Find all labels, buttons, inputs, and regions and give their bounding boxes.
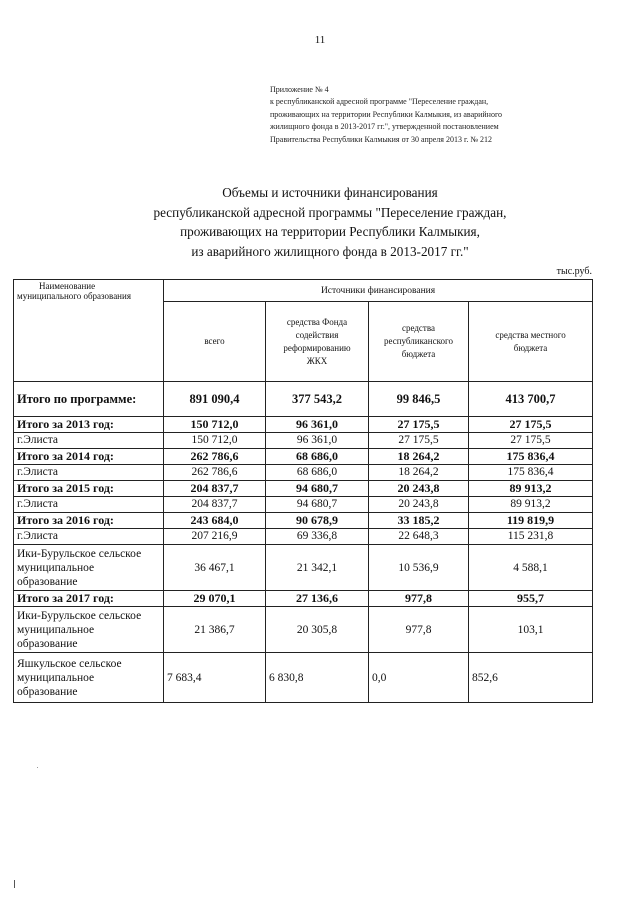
row-name: г.Элиста bbox=[14, 529, 164, 545]
row-name-line: образование bbox=[17, 685, 78, 698]
cell-value: 89 913,2 bbox=[469, 481, 593, 497]
row-name: Итого за 2014 год: bbox=[14, 449, 164, 465]
header-name-cell bbox=[14, 280, 164, 382]
cell-value: 7 683,4 bbox=[164, 653, 266, 703]
cell-value: 103,1 bbox=[469, 607, 593, 653]
row-name bbox=[14, 653, 164, 703]
title-line: из аварийного жилищного фонда в 2013-2017 гг." bbox=[191, 243, 469, 259]
cell-value: 377 543,2 bbox=[266, 382, 369, 417]
column-header-line: бюджета bbox=[401, 349, 436, 359]
cell-value: 96 361,0 bbox=[266, 417, 369, 433]
cell-value: 21 342,1 bbox=[266, 545, 369, 591]
header-row bbox=[14, 280, 593, 302]
program-total-row bbox=[14, 382, 593, 417]
cell-value: 977,8 bbox=[369, 591, 469, 607]
cell-value: 977,8 bbox=[369, 607, 469, 653]
municipality-row bbox=[14, 497, 593, 513]
title-line: Объемы и источники финансирования bbox=[222, 185, 438, 200]
cell-value: 20 305,8 bbox=[266, 607, 369, 653]
title-line: республиканской адресной программы "Переселение граждан, bbox=[153, 204, 507, 220]
row-name: Итого за 2015 год: bbox=[14, 481, 164, 497]
column-header bbox=[164, 302, 266, 382]
cell-value: 29 070,1 bbox=[164, 591, 266, 607]
row-name-line: Ики-Бурульское сельское bbox=[17, 609, 142, 622]
column-header-line: средства bbox=[401, 323, 435, 333]
cell-value: 21 386,7 bbox=[164, 607, 266, 653]
cell-value: 99 846,5 bbox=[369, 382, 469, 417]
column-header-line: ЖКХ bbox=[306, 355, 328, 366]
cell-value: 207 216,9 bbox=[164, 529, 266, 545]
cell-value: 891 090,4 bbox=[164, 382, 266, 417]
year-subtotal-row bbox=[14, 513, 593, 529]
cell-value: 262 786,6 bbox=[164, 465, 266, 481]
row-name: Итого за 2013 год: bbox=[14, 417, 164, 433]
cell-value: 94 680,7 bbox=[266, 481, 369, 497]
column-header-line: всего bbox=[204, 336, 225, 346]
row-name: Итого по программе: bbox=[14, 382, 164, 417]
row-name bbox=[14, 607, 164, 653]
cell-value: 27 175,5 bbox=[469, 433, 593, 449]
cell-value: 27 175,5 bbox=[369, 417, 469, 433]
scan-tick bbox=[14, 880, 15, 888]
cell-value: 22 648,3 bbox=[369, 529, 469, 545]
municipality-row bbox=[14, 529, 593, 545]
cell-value: 262 786,6 bbox=[164, 449, 266, 465]
header-name-line: Наименование bbox=[39, 281, 96, 291]
cell-value: 18 264,2 bbox=[369, 465, 469, 481]
cell-value: 4 588,1 bbox=[469, 545, 593, 591]
cell-value: 18 264,2 bbox=[369, 449, 469, 465]
column-header-line: средства местного bbox=[495, 329, 566, 340]
appendix-line: к республиканской адресной программе "Переселение граждан, bbox=[270, 97, 489, 107]
cell-value: 150 712,0 bbox=[164, 433, 266, 449]
municipality-row bbox=[14, 653, 593, 703]
year-subtotal-row bbox=[14, 481, 593, 497]
cell-value: 27 175,5 bbox=[469, 417, 593, 433]
cell-value: 20 243,8 bbox=[369, 497, 469, 513]
column-header-line: республиканского bbox=[384, 336, 453, 346]
row-name-line: муниципальное bbox=[17, 561, 95, 574]
municipality-row bbox=[14, 465, 593, 481]
scan-speck bbox=[37, 767, 38, 768]
cell-value: 115 231,8 bbox=[469, 529, 593, 545]
cell-value: 89 913,2 bbox=[469, 497, 593, 513]
year-subtotal-row bbox=[14, 417, 593, 433]
cell-value: 20 243,8 bbox=[369, 481, 469, 497]
cell-value: 204 837,7 bbox=[164, 481, 266, 497]
row-name-line: образование bbox=[17, 637, 78, 650]
municipality-row bbox=[14, 607, 593, 653]
column-header-line: содействия bbox=[295, 329, 339, 340]
title-line: проживающих на территории Республики Калмыкия, bbox=[180, 224, 480, 239]
column-header bbox=[266, 302, 369, 382]
row-name-line: муниципальное bbox=[17, 623, 95, 636]
cell-value: 27 175,5 bbox=[369, 433, 469, 449]
financing-table bbox=[13, 279, 593, 703]
row-name-line: Яшкульское сельское bbox=[17, 657, 122, 670]
row-name: Итого за 2016 год: bbox=[14, 513, 164, 529]
units-label: тыс.руб. bbox=[556, 266, 592, 277]
cell-value: 90 678,9 bbox=[266, 513, 369, 529]
cell-value: 10 536,9 bbox=[369, 545, 469, 591]
cell-value: 175 836,4 bbox=[469, 465, 593, 481]
cell-value: 68 686,0 bbox=[266, 449, 369, 465]
cell-value: 243 684,0 bbox=[164, 513, 266, 529]
cell-value: 68 686,0 bbox=[266, 465, 369, 481]
cell-value: 36 467,1 bbox=[164, 545, 266, 591]
row-name: г.Элиста bbox=[14, 433, 164, 449]
row-name: г.Элиста bbox=[14, 497, 164, 513]
cell-value: 119 819,9 bbox=[469, 513, 593, 529]
header-name-line: муниципального образования bbox=[17, 291, 131, 301]
cell-value: 33 185,2 bbox=[369, 513, 469, 529]
column-header bbox=[369, 302, 469, 382]
row-name-line: муниципальное bbox=[17, 671, 95, 684]
cell-value: 150 712,0 bbox=[164, 417, 266, 433]
appendix-line: жилищного фонда в 2013-2017 гг.", утвержденной постановлением bbox=[270, 122, 499, 132]
cell-value: 955,7 bbox=[469, 591, 593, 607]
appendix-note bbox=[270, 84, 570, 146]
municipality-row bbox=[14, 433, 593, 449]
column-header-line: реформированию bbox=[283, 342, 351, 353]
cell-value: 94 680,7 bbox=[266, 497, 369, 513]
cell-value: 204 837,7 bbox=[164, 497, 266, 513]
row-name: Итого за 2017 год: bbox=[14, 591, 164, 607]
cell-value: 413 700,7 bbox=[469, 382, 593, 417]
cell-value: 27 136,6 bbox=[266, 591, 369, 607]
column-header-line: бюджета bbox=[513, 342, 548, 353]
row-name-line: образование bbox=[17, 575, 78, 588]
municipality-row bbox=[14, 545, 593, 591]
cell-value: 852,6 bbox=[469, 653, 593, 703]
row-name bbox=[14, 545, 164, 591]
appendix-line: проживающих на территории Республики Калмыкия, из аварийного bbox=[270, 109, 503, 119]
column-header bbox=[469, 302, 593, 382]
cell-value: 96 361,0 bbox=[266, 433, 369, 449]
year-subtotal-row bbox=[14, 449, 593, 465]
cell-value: 0,0 bbox=[369, 653, 469, 703]
row-name-line: Ики-Бурульское сельское bbox=[17, 547, 142, 560]
page-number: 11 bbox=[314, 34, 326, 46]
column-header-line: средства Фонда bbox=[286, 316, 348, 327]
appendix-line: Правительства Республики Калмыкия от 30 апреля 2013 г. № 212 bbox=[270, 134, 492, 144]
year-subtotal-row bbox=[14, 591, 593, 607]
cell-value: 6 830,8 bbox=[266, 653, 369, 703]
document-title bbox=[80, 183, 580, 261]
cell-value: 69 336,8 bbox=[266, 529, 369, 545]
cell-value: 175 836,4 bbox=[469, 449, 593, 465]
header-sources-cell: Источники финансирования bbox=[164, 280, 593, 302]
row-name: г.Элиста bbox=[14, 465, 164, 481]
table-body bbox=[14, 280, 593, 703]
appendix-line: Приложение № 4 bbox=[270, 85, 329, 94]
